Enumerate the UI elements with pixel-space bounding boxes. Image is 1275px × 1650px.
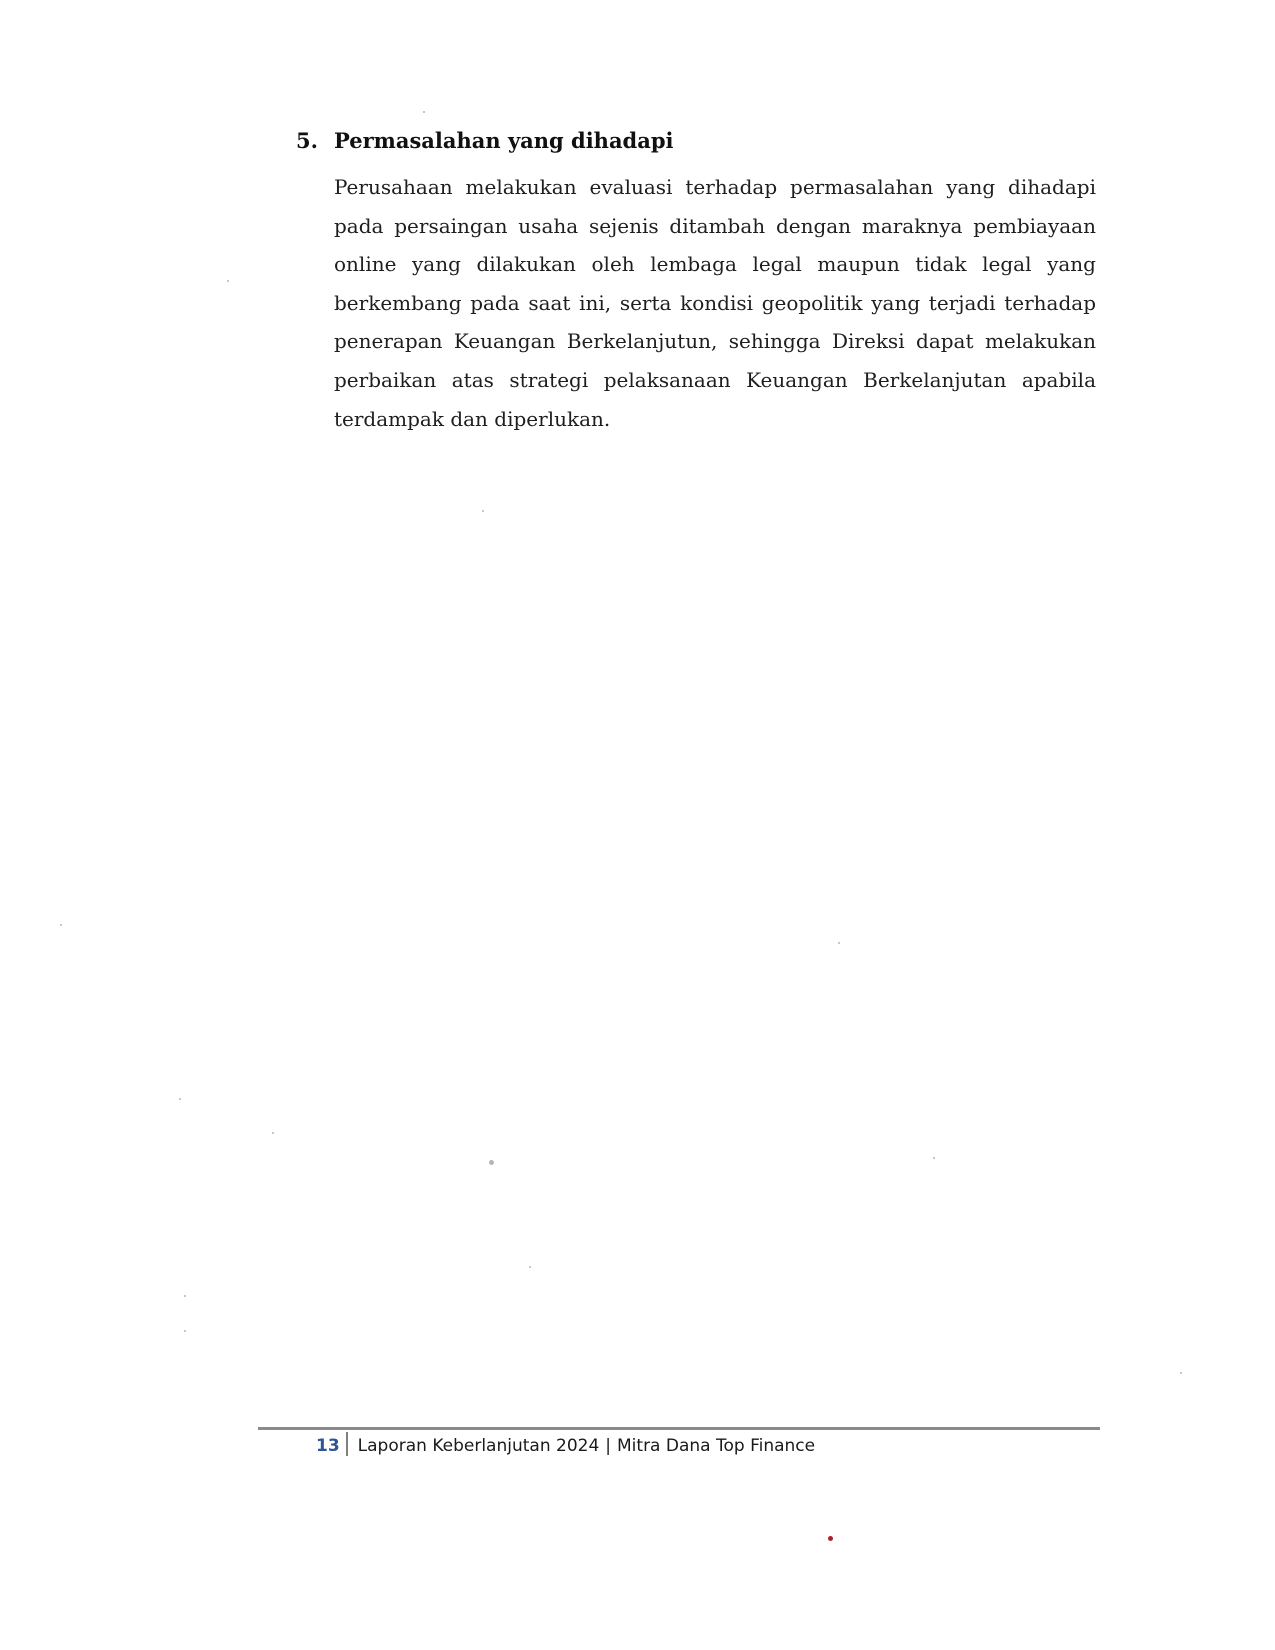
page-footer [316,1432,815,1459]
scan-speck [184,1295,186,1297]
footer-report-title: Laporan Keberlanjutan 2024 [357,1436,600,1456]
scan-speck [482,510,484,512]
scan-speck [227,280,229,282]
scan-speck-red [828,1536,833,1541]
scan-speck [1180,1372,1182,1374]
scan-speck [60,924,62,926]
scan-speck [529,1266,531,1268]
scan-speck [423,111,425,113]
section-number: 5. [296,128,318,153]
footer-page-number: 13 [316,1436,340,1456]
section-heading [296,128,674,153]
footer-company-name: Mitra Dana Top Finance [617,1436,816,1456]
footer-rule [258,1427,1100,1430]
footer-divider-bar [346,1432,348,1456]
scan-speck [184,1330,186,1332]
scan-speck [489,1160,494,1165]
scan-speck [838,942,840,944]
scan-speck [272,1132,274,1134]
section-body-paragraph: Perusahaan melakukan evaluasi terhadap permasalahan yang dihadapi pada persaingan usaha sejenis ditambah dengan maraknya pembiayaan online yang dilakukan oleh lembaga legal maupun tidak legal yang berkembang pada saat ini, serta kondisi geopolitik yang terjadi terhadap penerapan Keuangan Berkelanjutun, sehingga Direksi dapat melakukan perbaikan atas strategi pelaksanaan Keuangan Berkelanjutan apabila terdampak dan diperlukan. [334,175,1096,431]
section-title: Permasalahan yang dihadapi [334,128,674,153]
scan-speck [933,1157,935,1159]
scan-speck [179,1098,181,1100]
footer-separator: | [605,1436,612,1456]
